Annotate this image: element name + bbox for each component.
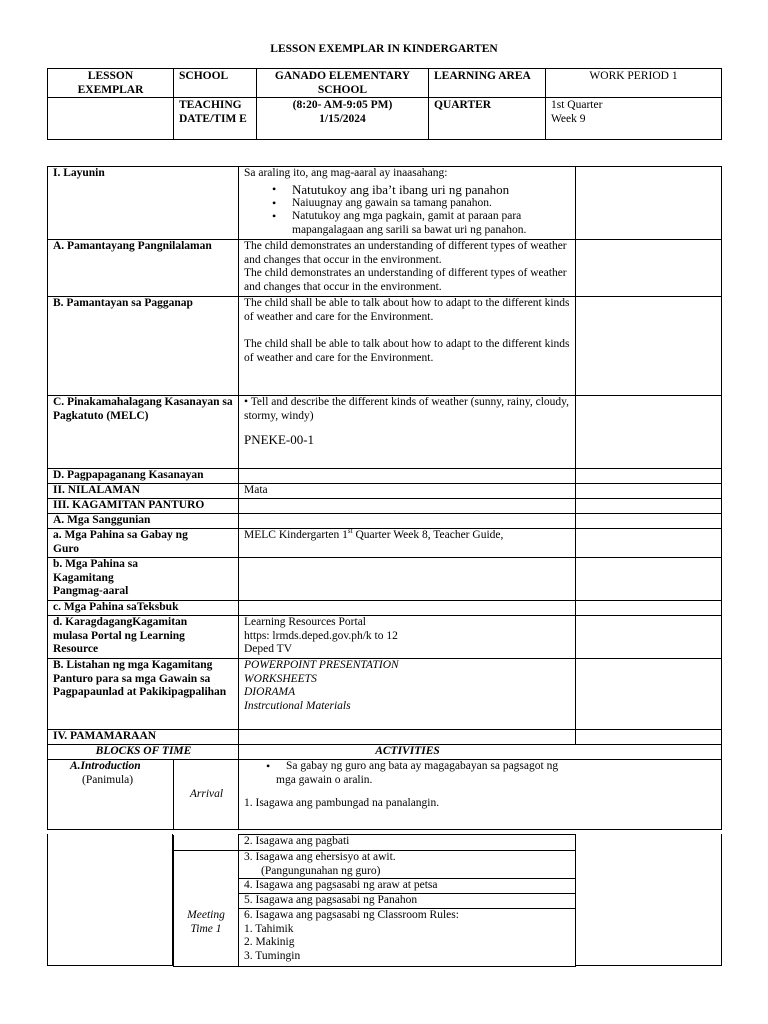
pamantayang-label: A. Pamantayang Pangnilalaman (48, 240, 239, 297)
introduction-sub: (Panimula) (82, 773, 134, 786)
arrival-row (48, 760, 722, 830)
gabay-row (48, 529, 722, 558)
empty-cell (576, 499, 722, 514)
pagganap-label: B. Pamantayan sa Pagganap (48, 297, 239, 396)
portal-line: Learning Resources Portal (244, 616, 366, 628)
lesson-table (47, 166, 722, 830)
learning-area-value: WORK PERIOD 1 (546, 69, 722, 98)
nilalaman-value: Mata (239, 484, 576, 499)
introduction-cell (48, 760, 174, 830)
pangmag-label: b. Mga Pahina sa Kagamitang Pangmag-aaral (48, 558, 239, 601)
pamantayang-text: The child demonstrates an understanding of different types of weather and changes that occur in the environment. (244, 267, 567, 293)
listahan-content (239, 659, 576, 730)
rule-item: 1. Tahimik (244, 922, 294, 935)
teaching-time-cell (257, 98, 429, 140)
activity-item (239, 851, 576, 879)
introduction-label: A.Introduction (70, 760, 141, 772)
rule-item: 3. Tumingin (244, 949, 301, 962)
empty-cell (239, 469, 576, 484)
document-title: LESSON EXEMPLAR IN KINDERGARTEN (270, 43, 498, 55)
empty-cell (576, 730, 722, 745)
pagganap-text: The child shall be able to talk about how to adapt to the different kinds of weather and care for the Environment. (244, 338, 570, 364)
layunin-remarks (576, 167, 722, 240)
header-table (47, 68, 722, 140)
meeting-time-label: Meeting Time 1 (174, 851, 239, 967)
melc-code: PNEKE-00-1 (244, 432, 315, 447)
empty-cell (576, 484, 722, 499)
material-item: WORKSHEETS (244, 672, 317, 685)
nilalaman-label: II. NILALAMAN (48, 484, 239, 499)
empty-cell (576, 659, 722, 730)
activities-header: ACTIVITIES (239, 745, 722, 760)
arrival-list (244, 760, 576, 787)
rule-item: 2. Makinig (244, 936, 295, 948)
blocks-header-row (48, 745, 722, 760)
arrival-activities (239, 760, 722, 830)
empty-cell (576, 514, 722, 529)
layunin-list (244, 182, 571, 238)
arrival-spacer (174, 835, 239, 851)
layunin-row (48, 167, 722, 240)
activities-table (173, 834, 576, 967)
empty-cell (239, 601, 576, 616)
pagpapaganang-label: D. Pagpapaganang Kasanayan (48, 469, 239, 484)
pamantayang-text: The child demonstrates an understanding of different types of weather and changes that occur in the environment. (244, 240, 567, 266)
material-item: DIORAMA (244, 686, 296, 698)
activity-sub: (Pangungunahan ng guro) (261, 864, 381, 877)
layunin-item: • Natutukoy ang mga pagkain, gamit at paraan para mapangalagaan ang sarili sa bawat uri ng panahon. (292, 210, 571, 237)
melc-remarks (576, 396, 722, 469)
week-value: Week 9 (551, 112, 586, 125)
sanggunian-label: A. Mga Sanggunian (48, 514, 239, 529)
teksbuk-row (48, 601, 722, 616)
material-item: POWERPOINT PRESENTATION (244, 659, 399, 671)
empty-cell (576, 558, 722, 601)
quarter-value: 1st Quarter (551, 99, 603, 111)
activity-text: 3. Isagawa ang ehersisyo at awit. (244, 851, 396, 863)
layunin-label: I. Layunin (48, 167, 239, 240)
portal-label: d. KaragdagangKagamitan mulasa Portal ng Learning Resource (48, 616, 239, 659)
lesson-exemplar-label: LESSON EXEMPLAR (48, 69, 174, 98)
material-item: Instrcutional Materials (244, 699, 351, 712)
pamamaraan-label: IV. PAMAMARAAN (48, 730, 239, 745)
portal-row (48, 616, 722, 659)
quarter-label: QUARTER (429, 98, 546, 140)
layunin-intro: Sa araling ito, ang mag-aaral ay inaasahang: (244, 167, 448, 179)
gabay-value-sup: st (347, 527, 353, 536)
pamantayang-content (239, 240, 576, 297)
pangmag-row (48, 558, 722, 601)
pamamaraan-row (48, 730, 722, 745)
activity-text: 6. Isagawa ang pagsasabi ng Classroom Rules: (244, 909, 459, 921)
pagpapaganang-row (48, 469, 722, 484)
pagganap-content (239, 297, 576, 396)
activity-item: 2. Isagawa ang pagbati (239, 835, 576, 851)
layunin-item: • Natutukoy ang iba’t ibang uri ng panahon (292, 182, 571, 197)
pagganap-remarks (576, 297, 722, 396)
arrival-bullet: • Sa gabay ng guro ang bata ay magagabayan sa pagsagot ng mga gawain o aralin. (276, 760, 576, 787)
gabay-value (239, 529, 576, 558)
activity-item (239, 909, 576, 967)
empty-cell (239, 514, 576, 529)
pagganap-text: The child shall be able to talk about how to adapt to the different kinds of weather and care for the Environment. (244, 297, 570, 323)
gabay-label: a. Mga Pahina sa Gabay ng Guro (48, 529, 239, 558)
portal-content (239, 616, 576, 659)
activity-item: 4. Isagawa ang pagsasabi ng araw at petsa (239, 879, 576, 894)
school-label: SCHOOL (174, 69, 257, 98)
gabay-value-pre: MELC Kindergarten 1 (244, 529, 348, 541)
empty-cell (576, 529, 722, 558)
portal-line: Deped TV (244, 643, 293, 655)
nilalaman-row (48, 484, 722, 499)
empty-cell (576, 469, 722, 484)
introduction-block-frame (47, 834, 173, 966)
blocks-of-time-header: BLOCKS OF TIME (48, 745, 239, 760)
pamantayang-row (48, 240, 722, 297)
date-value: 1/15/2024 (319, 112, 366, 125)
listahan-row (48, 659, 722, 730)
empty-cell (239, 499, 576, 514)
listahan-label: B. Listahan ng mga Kagamitang Panturo para sa mga Gawain sa Pagpapaunlad at Pakikipagpalihan (48, 659, 239, 730)
learning-area-label: LEARNING AREA (429, 69, 546, 98)
teksbuk-label: c. Mga Pahina saTeksbuk (48, 601, 239, 616)
kagamitan-label: III. KAGAMITAN PANTURO (48, 499, 239, 514)
arrival-label: Arrival (174, 760, 239, 830)
teaching-date-label: TEACHING DATE/TIM E (174, 98, 257, 140)
melc-content (239, 396, 576, 469)
header-empty-cell (48, 98, 174, 140)
kagamitan-row (48, 499, 722, 514)
empty-cell (576, 616, 722, 659)
pamantayang-remarks (576, 240, 722, 297)
activity-item: 5. Isagawa ang pagsasabi ng Panahon (239, 894, 576, 909)
melc-row (48, 396, 722, 469)
portal-link[interactable]: https: lrmds.deped.gov.ph/k to 12 (244, 629, 398, 642)
quarter-cell (546, 98, 722, 140)
empty-cell (239, 730, 576, 745)
empty-cell (576, 601, 722, 616)
time-value: (8:20- AM-9:05 PM) (292, 99, 393, 111)
layunin-content (239, 167, 576, 240)
gabay-value-post: Quarter Week 8, Teacher Guide, (352, 529, 504, 541)
empty-cell (239, 558, 576, 601)
sanggunian-row (48, 514, 722, 529)
activity-item: 1. Isagawa ang pambungad na panalangin. (244, 797, 440, 809)
melc-text: • Tell and describe the different kinds of weather (sunny, rainy, cloudy, stormy, windy) (244, 396, 570, 422)
melc-label: C. Pinakamahalagang Kasanayan sa Pagkatuto (MELC) (48, 396, 239, 469)
remarks-block-frame (575, 834, 722, 966)
school-value: GANADO ELEMENTARY SCHOOL (257, 69, 429, 98)
pagganap-row (48, 297, 722, 396)
layunin-item: • Naiuugnay ang gawain sa tamang panahon. (292, 197, 571, 211)
